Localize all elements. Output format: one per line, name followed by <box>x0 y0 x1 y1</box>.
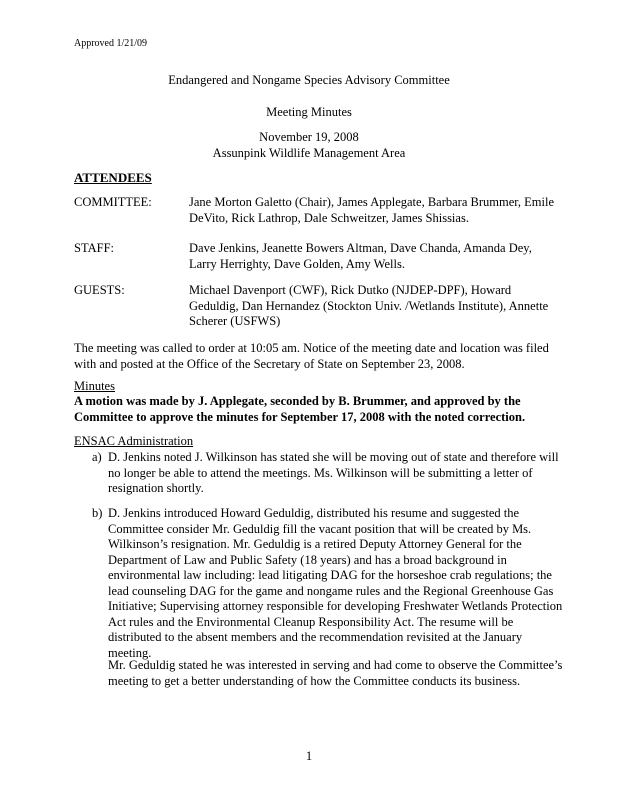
meeting-location: Assunpink Wildlife Management Area <box>212 146 406 160</box>
minutes-motion: A motion was made by J. Applegate, seconded by B. Brummer, and approved by the Committee to approve the minutes for September 17, 2008 with the noted correction. <box>74 394 526 424</box>
list-item-a-text: D. Jenkins noted J. Wilkinson has stated she will be moving out of state and therefore will no longer be able to attend the meetings. Ms. Wilkinson will be submitting a letter of resignation shortly. <box>108 450 559 495</box>
list-marker-a: a) <box>92 450 102 464</box>
guests-members: Michael Davenport (CWF), Rick Dutko (NJDEP-DPF), Howard Geduldig, Dan Hernandez (Stockton Univ. /Wetlands Institute), Annette Scherer (USFWS) <box>189 283 549 328</box>
meeting-date-location <box>0 129 618 161</box>
meeting-date: November 19, 2008 <box>259 130 359 144</box>
ensac-administration-heading: ENSAC Administration <box>74 434 194 448</box>
document-type: Meeting Minutes <box>266 105 352 119</box>
approval-note: Approved 1/21/09 <box>74 38 148 49</box>
list-item-b-followup: Mr. Geduldig stated he was interested in serving and had come to observe the Committee’s meeting to get a better understanding of how the Committee conducts its business. <box>108 658 563 688</box>
staff-members: Dave Jenkins, Jeanette Bowers Altman, Dave Chanda, Amanda Dey, Larry Herrighty, Dave Golden, Amy Wells. <box>189 241 532 271</box>
minutes-heading: Minutes <box>74 379 115 393</box>
list-item-b-text: D. Jenkins introduced Howard Geduldig, distributed his resume and suggested the Committee consider Mr. Geduldig fill the vacant position that will be created by Ms. Wilkinson’s resignation. Mr. Geduldig is a retired Deputy Attorney General for the Department of Law and Public Safety (18 years) and has a broad background in environmental law including: lead litigating DAG for the horseshoe crab regulations; the lead counseling DAG for the game and nongame rules and the Regional Greenhouse Gas Initiative; Supervising attorney responsible for developing Freshwater Wetlands Protection Act rules and the Environmental Cleanup Responsibility Act. The resume will be distributed to the absent members and the recommendation revisited at the January meeting. <box>108 506 563 660</box>
call-to-order-paragraph: The meeting was called to order at 10:05 am. Notice of the meeting date and location was filed with and posted at the Office of the Secretary of State on September 23, 2008. <box>74 341 549 371</box>
committee-members: Jane Morton Galetto (Chair), James Applegate, Barbara Brummer, Emile DeVito, Rick Lathrop, Dale Schweitzer, James Shissias. <box>189 195 555 225</box>
committee-title: Endangered and Nongame Species Advisory Committee <box>168 73 450 87</box>
list-marker-b: b) <box>92 506 103 520</box>
attendees-heading: ATTENDEES <box>74 170 152 185</box>
staff-label: STAFF: <box>74 241 114 255</box>
guests-label: GUESTS: <box>74 283 125 297</box>
page-number: 1 <box>305 749 313 763</box>
committee-label: COMMITTEE: <box>74 195 152 209</box>
